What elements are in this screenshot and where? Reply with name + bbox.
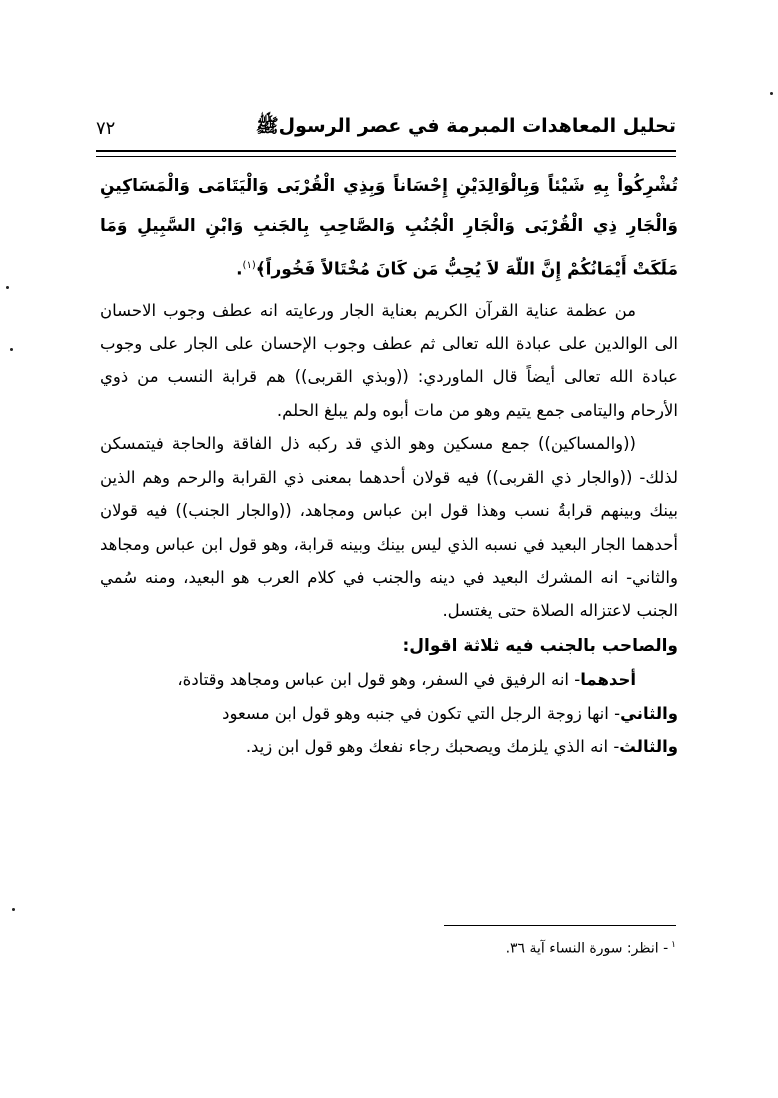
- saying-1-text: - انه الرفيق في السفر، وهو قول ابن عباس ومجاهد وقتادة،: [177, 670, 581, 690]
- scan-speck: [6, 286, 9, 289]
- verse-end: .: [236, 259, 243, 280]
- saying-1: [100, 663, 678, 696]
- footnote-mark: ١: [671, 940, 676, 950]
- body-text: [100, 166, 678, 763]
- scan-speck: [10, 348, 13, 351]
- saying-2: [100, 697, 678, 730]
- footnote-reference: (١): [242, 260, 256, 271]
- page-header: [96, 108, 676, 148]
- paragraph-2: ((والمساكين)) جمع مسكين وهو الذي قد ركبه ذل الفاقة والحاجة فيتمسكن لذلك- ((والجار ذي القربى)) فيه قولان أحدهما بمعنى ذي القرابة والرحم وهم الذين بينك وبينهم قرابةُ نسب وهذا قول ابن عباس ومجاهد، ((والجار الجنب)) فيه قولان أحدهما الجار البعيد في نسبه الذي ليس بينك وبينه قرابة، وهو قول ابن عباس ومجاهد والثاني- انه المشرك البعيد في دينه والجنب في كلام العرب هو البعيد، ومنه سُمي الجنب لاعتزاله الصلاة حتى يغتسل.: [100, 434, 678, 621]
- saying-2-term: والثاني: [620, 703, 678, 723]
- paragraph-1: من عظمة عناية القرآن الكريم بعناية الجار ورعايته انه عطف وجوب الاحسان الى الوالدين على عبادة الله تعالى ثم عطف وجوب الإحسان على الجار على وجوب عبادة الله تعالى أيضاً قال الماوردي: ((وبذي القربى)) هم قرابة النسب من ذوي الأرحام واليتامى جمع يتيم وهو من مات أبوه ولم يبلغ الحلم.: [100, 300, 678, 420]
- saying-3-term: والثالث: [619, 736, 678, 756]
- scan-speck: [770, 92, 773, 95]
- verse-text: تُشْرِكُواْ بِهِ شَيْئاً وَبِالْوَالِدَيْنِ إِحْسَاناً وَبِذِي الْقُرْبَى وَالْيَتَامَى وَالْمَسَاكِينِ وَالْجَارِ ذِي الْقُرْبَى وَالْجَارِ الْجُنُبِ وَالصَّاحِبِ بِالجَنبِ وَابْنِ السَّبِيلِ وَمَا مَلَكَتْ أَيْمَانُكُمْ إِنَّ اللّهَ لاَ يُحِبُّ مَن كَانَ مُخْتَالاً فَخُوراً﴾: [100, 176, 678, 280]
- footnote-rule: [444, 925, 676, 926]
- saying-3: [100, 730, 678, 763]
- page-number: ٧٢: [96, 117, 116, 139]
- footnote-text: - انظر: سورة النساء آية ٣٦.: [505, 940, 669, 957]
- quran-verse: [100, 166, 678, 290]
- header-rule-thick: [96, 150, 676, 152]
- footnote: [100, 932, 676, 962]
- saying-3-text: - انه الذي يلزمك ويصحبك رجاء نفعك وهو قول ابن زيد.: [245, 736, 620, 756]
- saying-1-term: أحدهما: [580, 670, 636, 690]
- scan-speck: [12, 908, 15, 911]
- saying-2-text: - انها زوجة الرجل التي تكون في جنبه وهو قول ابن مسعود: [222, 703, 621, 723]
- section-subheading: والصاحب بالجنب فيه ثلاثة اقوال:: [402, 635, 678, 656]
- header-rule-thin: [96, 156, 676, 157]
- running-title: تحليل المعاهدات المبرمة في عصر الرسولﷺ: [255, 115, 676, 137]
